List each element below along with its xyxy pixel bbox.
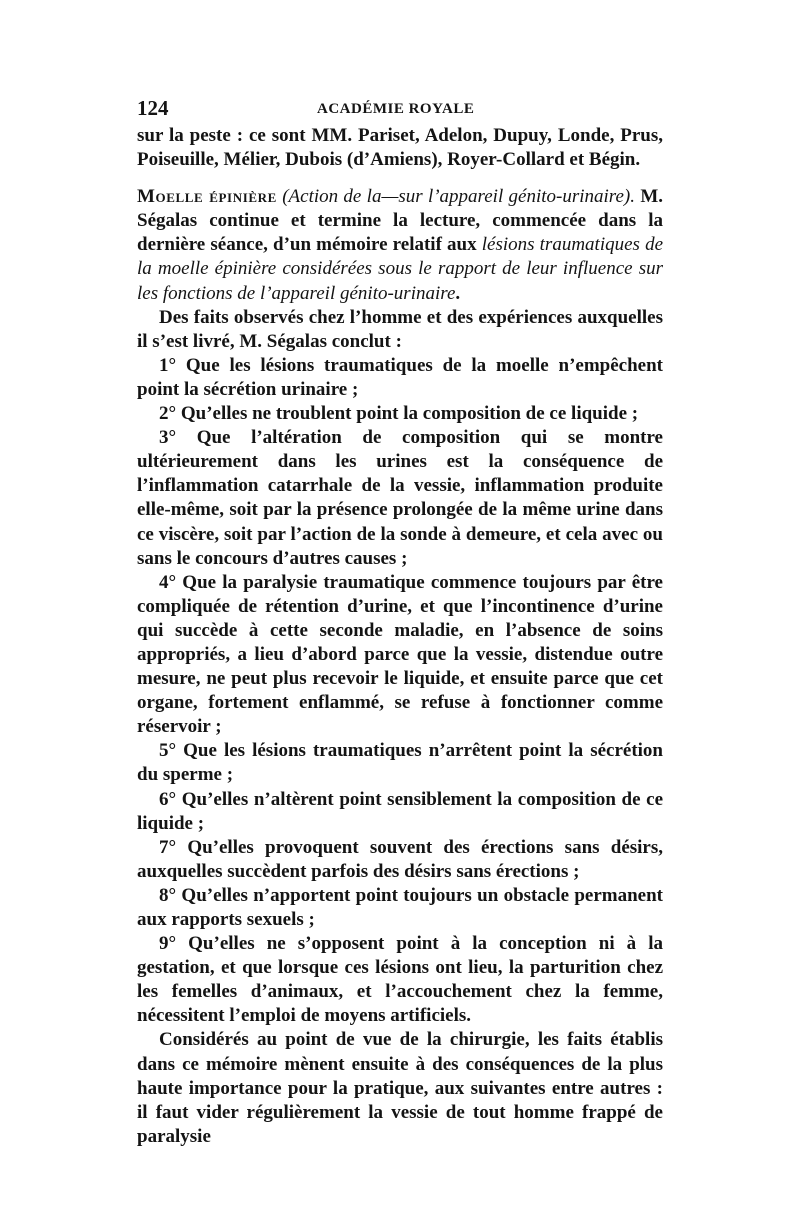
paragraph-text: M. Ségalas continue et termine la lecture, commencée dans la dernière séance, d’un mémoire relatif aux xyxy=(137,186,664,256)
conclusion-item-7: 7° Qu’elles provoquent souvent des érections sans désirs, auxquelles succèdent parfois des désirs sans érections ; xyxy=(137,836,663,882)
conclusion-item-2: 2° Qu’elles ne troublent point la composition de ce liquide ; xyxy=(159,403,639,425)
conclusion-item-9: 9° Qu’elles ne s’opposent point à la conception ni à la gestation, et que lorsque ces lésions ont lieu, la parturition chez les femelles d’animaux, et l’accouchement chez la femme, nécessitent l’emploi de moyens artificiels. xyxy=(137,933,663,1027)
conclusion-item-4: 4° Que la paralysie traumatique commence toujours par être compliquée de rétention d’urine, et que l’incontinence d’urine qui succède à cette seconde maladie, en l’absence de soins appropriés, a lieu d’abord parce que la vessie, distendue outre mesure, ne peut plus recevoir le liquide, et ensuite parce que cet organe, fortement enflammé, se refuse à fonctionner comme réservoir ; xyxy=(137,571,663,738)
running-head xyxy=(137,96,663,124)
conclusion-item-5: 5° Que les lésions traumatiques n’arrêtent point la sécrétion du sperme ; xyxy=(137,740,663,786)
running-title: ACADÉMIE ROYALE xyxy=(317,101,475,117)
paragraph-text-end: . xyxy=(455,282,461,304)
page-number: 124 xyxy=(137,96,169,120)
book-page xyxy=(137,96,663,1149)
paragraph-moelle-epiniere xyxy=(137,185,663,305)
conclusion-item-3: 3° Que l’altération de composition qui se montre ultérieurement dans les urines est la conséquence de l’inflammation catarrhale de la vessie, inflammation produite elle-même, soit par la présence prolongée de la même urine dans ce viscère, soit par l’action de la sonde à demeure, et cela avec ou sans le concours d’autres causes ; xyxy=(137,427,663,569)
conclusion-item-6: 6° Qu’elles n’altèrent point sensiblement la composition de ce liquide ; xyxy=(137,788,663,834)
paragraph-conclusion-intro: Des faits observés chez l’homme et des expériences auxquelles il s’est livré, M. Ségalas conclut : xyxy=(137,306,663,352)
paragraph-peste-commission: sur la peste : ce sont MM. Pariset, Adelon, Dupuy, Londe, Prus, Poiseuille, Mélier, Dubois (d’Amiens), Royer-Collard et Bégin. xyxy=(137,125,663,171)
conclusion-item-8: 8° Qu’elles n’apportent point toujours un obstacle permanent aux rapports sexuels ; xyxy=(137,884,663,930)
memoir-title: lésions traumatiques de la moelle épinière considérées sous le rapport de leur influence sur les fonctions de l’appareil génito-urinaire xyxy=(137,234,663,304)
conclusion-item-1: 1° Que les lésions traumatiques de la moelle n’empêchent point la sécrétion urinaire ; xyxy=(137,354,663,400)
paragraph-surgical-consequences: Considérés au point de vue de la chirurgie, les faits établis dans ce mémoire mènent ensuite à des conséquences de la plus haute importance pour la pratique, aux suivantes entre autres : il faut vider régulièrement la vessie de tout homme frappé de paralysie xyxy=(137,1029,663,1147)
section-subtitle: (Action de la—sur l’appareil génito-urinaire). xyxy=(282,186,636,208)
section-title: Moelle épinière xyxy=(137,186,277,208)
